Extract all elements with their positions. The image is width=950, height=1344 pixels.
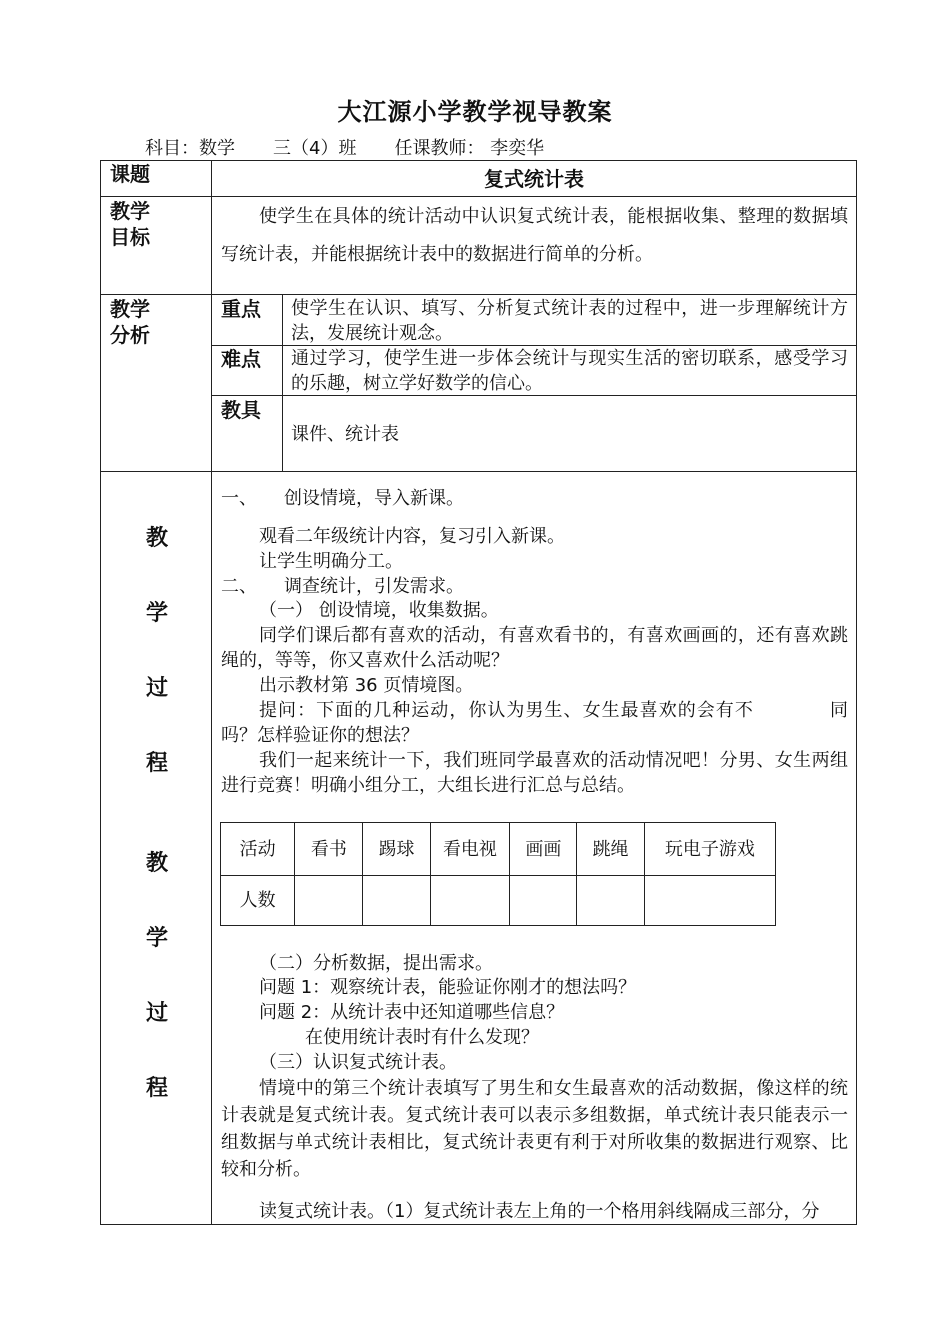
tools-text: 课件、统计表 <box>291 424 399 445</box>
activity-survey-table <box>220 822 776 926</box>
goal-text: 使学生在具体的统计活动中认识复式统计表，能根据收集、整理的数据填写统计表，并能根据统计表中的数据进行简单的分析。 <box>221 206 848 265</box>
sub-heading: （三）认识复式统计表。 <box>259 1052 457 1073</box>
question: 问题 1：观察统计表，能验证你刚才的想法吗？ <box>259 977 637 998</box>
tools-label: 教具 <box>221 398 261 422</box>
goal-label-2: 目标 <box>110 225 150 249</box>
table-row-label: 人数 <box>221 876 295 926</box>
process-label-char: 学 <box>145 601 168 626</box>
table-cell <box>430 876 510 926</box>
paragraph: 读复式统计表。（1）复式统计表左上角的一个格用斜线隔成三部分，分 <box>259 1201 820 1222</box>
goal-label-1: 教学 <box>110 199 150 223</box>
process-label-char: 程 <box>145 751 168 776</box>
analysis-label-2: 分析 <box>110 323 150 347</box>
process-label-char: 教 <box>145 851 168 876</box>
class-name: 三（4）班 <box>273 138 357 159</box>
table-cell <box>644 876 775 926</box>
section-heading: 一、 创设情境，导入新课。 <box>221 488 464 509</box>
row-divider <box>100 294 857 295</box>
paragraph: 观看二年级统计内容，复习引入新课。 <box>259 526 565 547</box>
paragraph: 让学生明确分工。 <box>259 551 403 572</box>
sub-heading: （一） 创设情境，收集数据。 <box>259 600 499 621</box>
row-divider <box>100 471 857 472</box>
table-cell <box>510 876 577 926</box>
document-title: 大江源小学教学视导教案 <box>337 98 613 126</box>
section-heading: 二、 调查统计，引发需求。 <box>221 576 464 597</box>
table-header-cell: 看书 <box>295 823 363 876</box>
paragraph: 同学们课后都有喜欢的活动，有喜欢看书的，有喜欢画画的，还有喜欢跳绳的，等等，你又喜欢什么活动呢？ <box>221 625 848 671</box>
difficult-text: 通过学习，使学生进一步体会统计与现实生活的密切联系，感受学习的乐趣，树立学好数学的信心。 <box>291 348 848 394</box>
paragraph: 我们一起来统计一下，我们班同学最喜欢的活动情况吧！分男、女生两组进行竞赛！明确小组分工，大组长进行汇总与总结。 <box>221 750 848 796</box>
analysis-label-1: 教学 <box>110 297 150 321</box>
topic-value: 复式统计表 <box>484 167 584 191</box>
process-label-char: 过 <box>145 676 168 701</box>
question: 问题 2：从统计表中还知道哪些信息？ <box>259 1002 565 1023</box>
process-label-char: 程 <box>145 1076 168 1101</box>
key-label: 重点 <box>221 297 261 321</box>
process-label-char: 过 <box>145 1001 168 1026</box>
paragraph: 提问：下面的几种运动，你认为男生、女生最喜欢的会有不 同吗？怎样验证你的想法？ <box>221 700 848 746</box>
table-cell <box>363 876 430 926</box>
question: 在使用统计表时有什么发现？ <box>305 1027 539 1048</box>
row-divider <box>100 196 857 197</box>
subject: 科目：数学 <box>145 138 235 159</box>
difficult-label: 难点 <box>221 347 261 371</box>
sub-heading: （二）分析数据，提出需求。 <box>259 953 493 974</box>
process-label-char: 教 <box>145 526 168 551</box>
table-header-cell: 活动 <box>221 823 295 876</box>
key-text: 使学生在认识、填写、分析复式统计表的过程中，进一步理解统计方法，发展统计观念。 <box>291 298 848 344</box>
table-header-cell: 画画 <box>510 823 577 876</box>
header-meta <box>145 134 582 160</box>
process-label-char: 学 <box>145 926 168 951</box>
table-cell <box>577 876 644 926</box>
table-header-cell: 踢球 <box>363 823 430 876</box>
label-column-divider <box>211 160 212 1225</box>
paragraph: 情境中的第三个统计表填写了男生和女生最喜欢的活动数据，像这样的统计表就是复式统计表。复式统计表可以表示多组数据，单式统计表只能表示一组数据与单式统计表相比，复式统计表更有利于对所收集的数据进行观察、比较和分析。 <box>221 1078 848 1180</box>
table-header-cell: 玩电子游戏 <box>644 823 775 876</box>
paragraph: 出示教材第 36 页情境图。 <box>259 675 474 696</box>
teacher: 任课教师： 李奕华 <box>394 138 545 159</box>
topic-label: 课题 <box>110 162 150 186</box>
table-header-cell: 看电视 <box>430 823 510 876</box>
table-header-cell: 跳绳 <box>577 823 644 876</box>
table-cell <box>295 876 363 926</box>
sub-label-divider <box>282 294 283 471</box>
